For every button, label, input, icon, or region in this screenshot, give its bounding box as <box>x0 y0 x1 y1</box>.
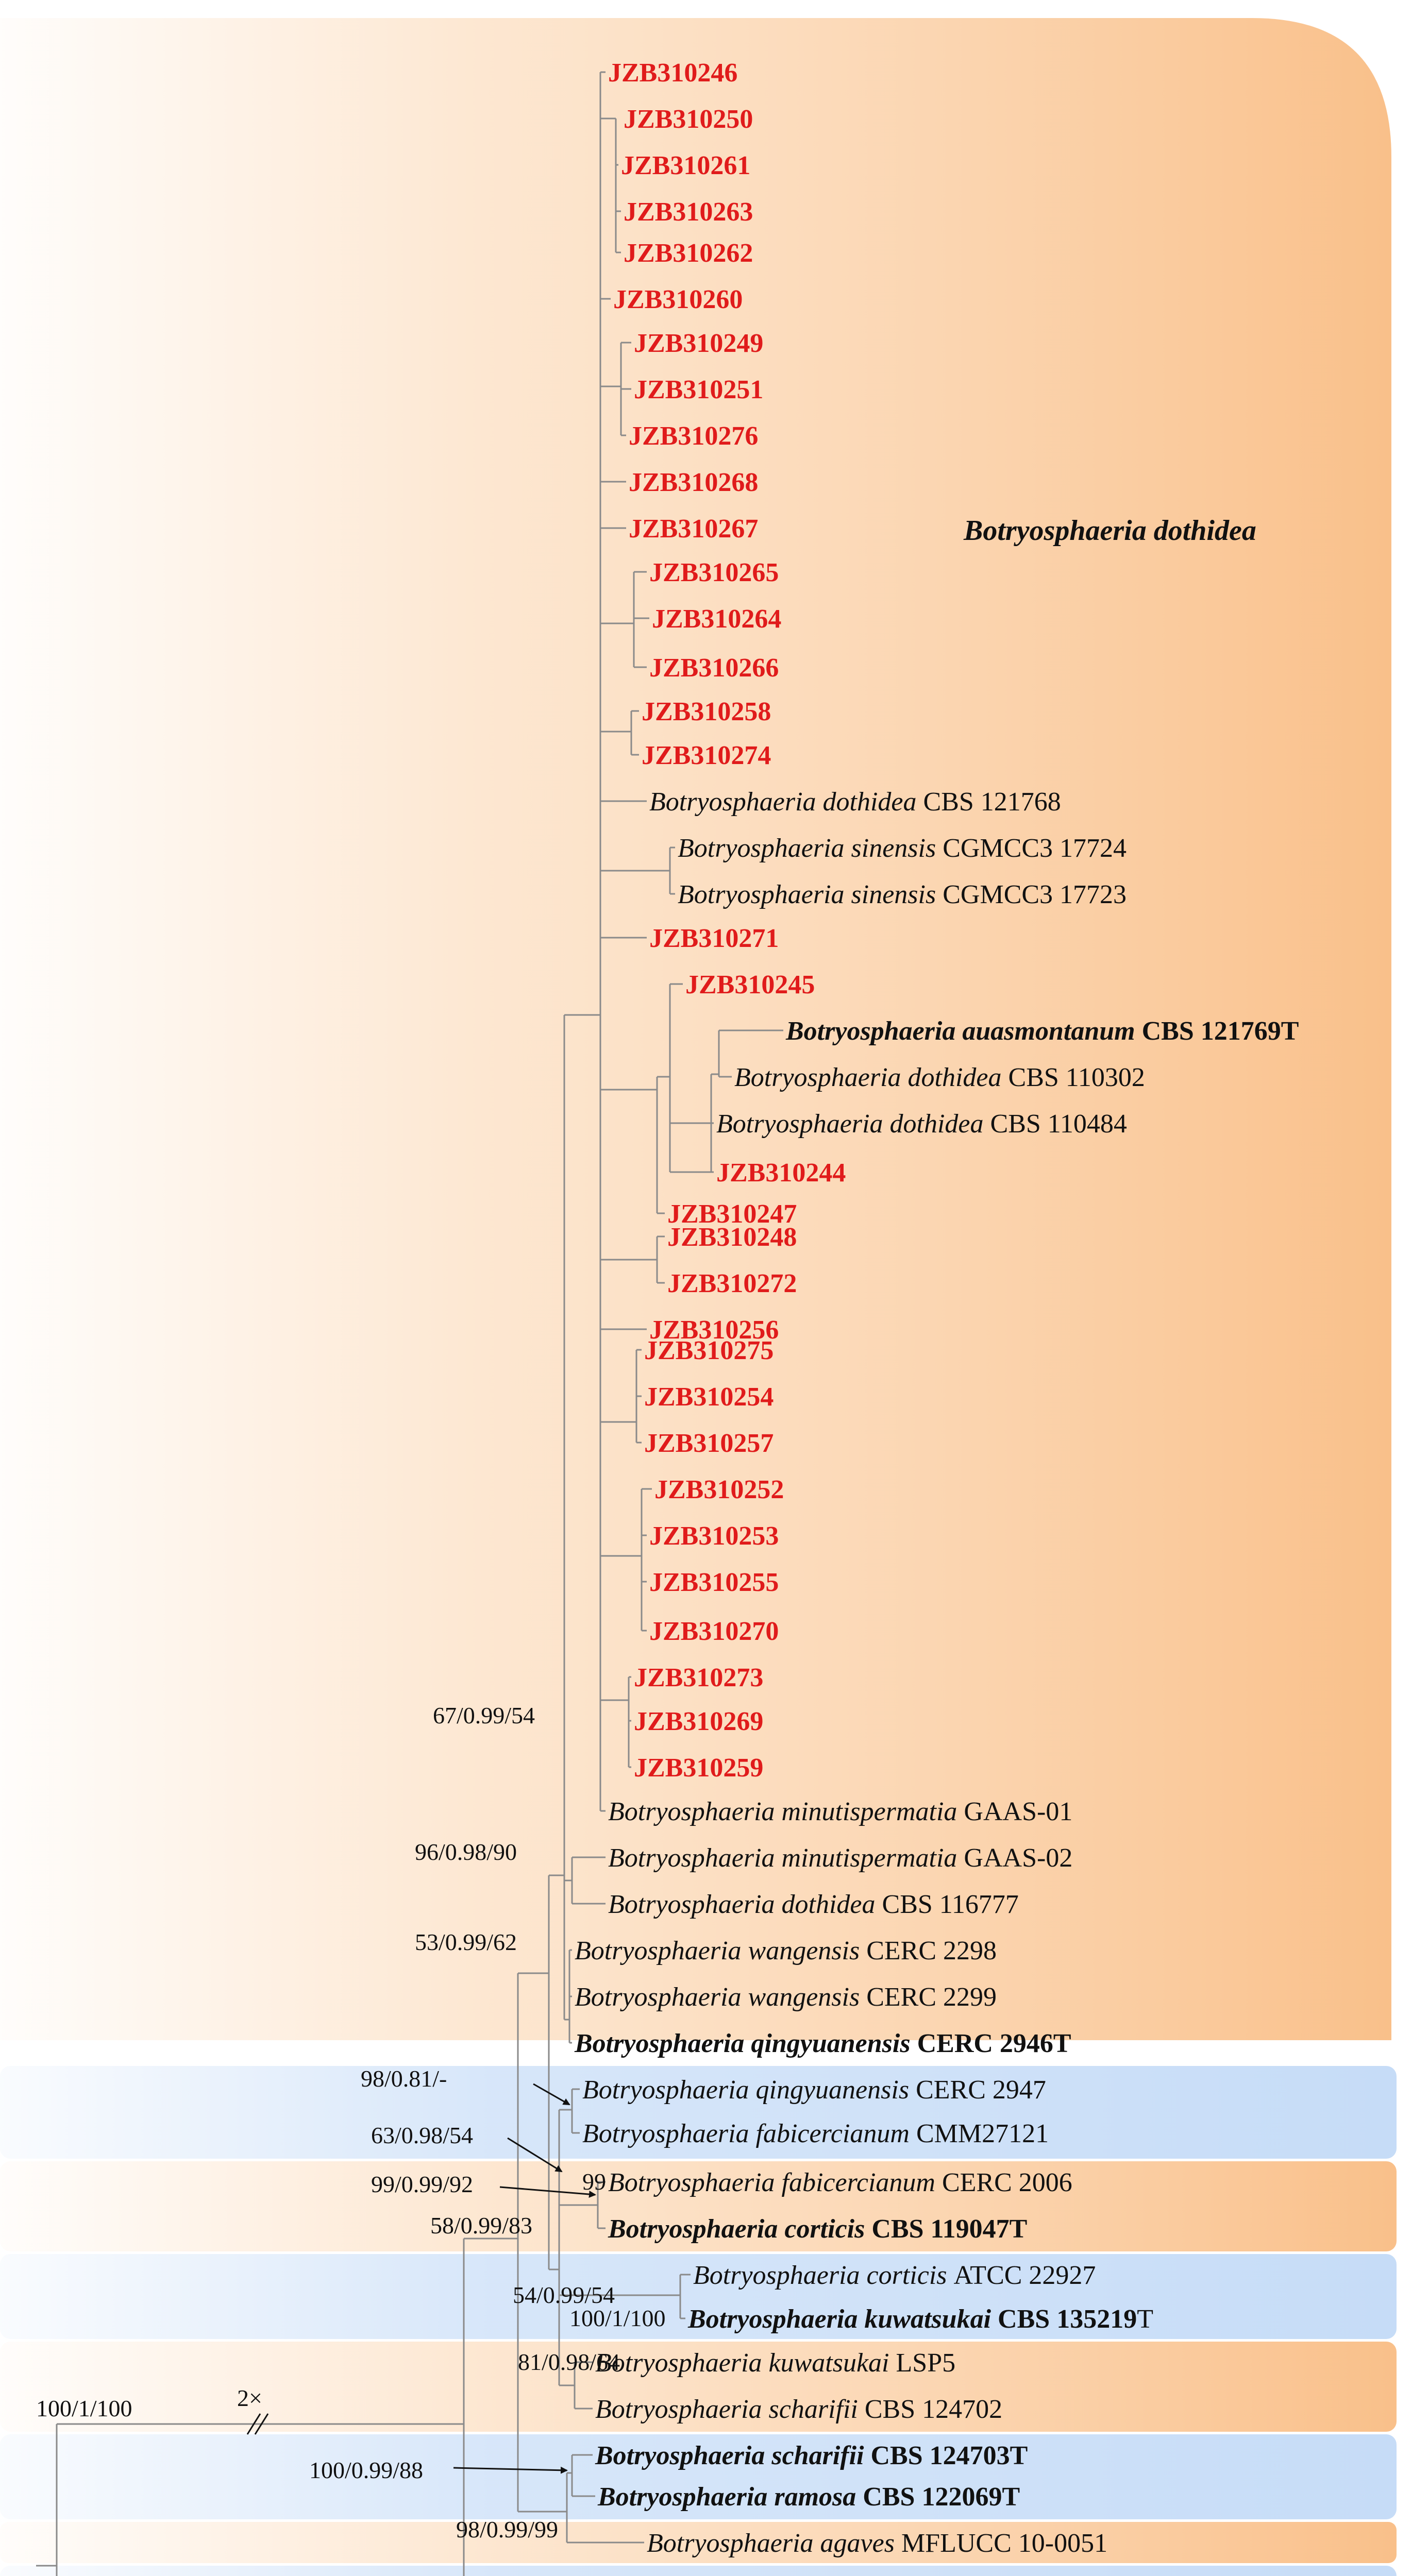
strain-code: JZB310249 <box>634 329 764 358</box>
taxon-label <box>649 924 779 953</box>
taxon-label <box>624 197 753 227</box>
support-value: 81/0.98/64 <box>518 2349 620 2375</box>
strain-code: CGMCC3 17724 <box>943 834 1127 863</box>
taxon-label <box>785 1016 1299 1046</box>
clade-label: Botryosphaeria dothidea <box>964 515 1256 547</box>
taxon-label <box>649 1617 779 1646</box>
support-value: 67/0.99/54 <box>433 1702 535 1728</box>
taxon-label <box>685 970 815 999</box>
strain-code: JZB310272 <box>667 1269 797 1298</box>
taxon-label <box>634 1753 763 1783</box>
taxon-label <box>647 2529 1107 2558</box>
species-name: Botryosphaeria wangensis <box>575 1936 867 1965</box>
strain-code: CERC 2299 <box>866 1982 997 2012</box>
strain-code: CBS 124703T <box>870 2441 1028 2470</box>
taxon-label <box>608 2168 1072 2197</box>
strain-code: JZB310267 <box>629 514 759 544</box>
strain-code: JZB310248 <box>667 1223 797 1252</box>
taxon-label <box>582 2075 1046 2105</box>
species-name: Botryosphaeria kuwatsukai <box>688 2304 998 2334</box>
strain-code: CBS 121768 <box>923 787 1061 817</box>
strain-code: JZB310275 <box>644 1336 774 1365</box>
species-name: Botryosphaeria sinensis <box>678 834 943 863</box>
taxon-label <box>716 1158 846 1188</box>
species-name: Botryosphaeria fabicercianum <box>608 2168 942 2197</box>
strain-code: JZB310262 <box>624 239 753 268</box>
taxon-label <box>649 1521 779 1551</box>
species-name: Botryosphaeria dothidea <box>608 1890 882 1919</box>
taxon-label <box>634 1707 763 1736</box>
taxon-label <box>644 1429 774 1458</box>
taxon-label <box>642 697 771 726</box>
taxon-label <box>613 285 743 314</box>
taxon-label <box>629 514 758 544</box>
taxon-label <box>621 151 750 180</box>
type-marker: T <box>1137 2304 1153 2334</box>
taxon-label <box>644 1336 774 1365</box>
strain-code: JZB310250 <box>624 105 753 134</box>
strain-code: JZB310263 <box>624 197 753 227</box>
strain-code: CBS 116777 <box>882 1890 1019 1919</box>
strain-code: CGMCC3 17723 <box>943 880 1127 909</box>
taxon-label <box>582 2119 1049 2148</box>
support-value: 53/0.99/62 <box>415 1929 517 1955</box>
strain-code: JZB310259 <box>634 1753 764 1783</box>
strain-code: CERC 2946T <box>917 2029 1071 2058</box>
taxon-label <box>667 1223 797 1252</box>
taxon-label <box>642 741 771 770</box>
strain-code: JZB310261 <box>621 151 751 180</box>
support-value: 100/1/100 <box>36 2395 132 2421</box>
taxon-label <box>634 329 763 358</box>
taxon-label <box>574 2029 1071 2058</box>
species-name: Botryosphaeria minutispermatia <box>608 1797 964 1826</box>
species-name: Botryosphaeria dothidea <box>716 1109 990 1139</box>
species-name: Botryosphaeria minutispermatia <box>608 1843 964 1873</box>
strain-code: CMM27121 <box>916 2119 1049 2148</box>
taxon-label <box>652 604 781 634</box>
taxon-label <box>608 2214 1027 2244</box>
species-name: Botryosphaeria fabicercianum <box>582 2119 916 2148</box>
taxon-label <box>608 58 737 88</box>
taxon-label <box>678 834 1127 863</box>
species-name: Botryosphaeria scharifii <box>595 2441 871 2470</box>
strain-code: JZB310252 <box>654 1475 784 1504</box>
taxon-label <box>624 105 753 134</box>
strain-code: CBS 119047T <box>871 2214 1028 2244</box>
strain-code: JZB310258 <box>642 697 771 726</box>
taxon-label <box>654 1475 784 1504</box>
strain-code: CERC 2298 <box>866 1936 997 1965</box>
strain-code: JZB310254 <box>644 1382 774 1412</box>
strain-code: CERC 2947 <box>916 2075 1046 2105</box>
strain-code: CERC 2006 <box>942 2168 1072 2197</box>
support-value: 98/0.99/99 <box>456 2516 559 2543</box>
strain-code: JZB310251 <box>634 375 764 404</box>
strain-code: JZB310244 <box>716 1158 846 1188</box>
strain-code: JZB310274 <box>642 741 771 770</box>
taxon-label <box>608 1890 1019 1919</box>
taxon-label <box>667 1269 797 1298</box>
taxon-label <box>608 1843 1072 1873</box>
strain-code: JZB310253 <box>649 1521 779 1551</box>
taxon-label <box>595 2348 955 2378</box>
species-name: Botryosphaeria dothidea <box>649 787 923 817</box>
taxon-label <box>629 421 758 451</box>
strain-code: MFLUCC 10-0051 <box>901 2529 1108 2558</box>
support-value: 100/1/100 <box>569 2305 666 2331</box>
taxon-label <box>649 1568 779 1597</box>
strain-code: JZB310268 <box>629 468 759 497</box>
species-name: Botryosphaeria corticis <box>693 2261 954 2290</box>
species-name: Botryosphaeria qingyuanensis <box>582 2075 916 2105</box>
strain-code: CBS 110302 <box>1008 1063 1145 1092</box>
support-value: 99 <box>582 2168 606 2195</box>
taxon-label <box>624 239 753 268</box>
support-value: 98/0.81/- <box>361 2065 447 2092</box>
strain-code: CBS 122069T <box>863 2482 1020 2512</box>
strain-code: LSP5 <box>896 2348 956 2378</box>
species-name: Botryosphaeria sinensis <box>678 880 943 909</box>
strain-code: JZB310271 <box>649 924 779 953</box>
strain-code: ATCC 22927 <box>953 2261 1096 2290</box>
strain-code: JZB310273 <box>634 1663 764 1692</box>
species-name: Botryosphaeria wangensis <box>575 1982 867 2012</box>
strain-code: JZB310266 <box>649 653 779 683</box>
strain-code: JZB310260 <box>613 285 743 314</box>
strain-code: CBS 124702 <box>864 2395 1003 2424</box>
taxon-label <box>687 2304 1153 2334</box>
strain-code: JZB310270 <box>649 1617 779 1646</box>
taxon-label <box>575 1936 997 1965</box>
strain-code: CBS 110484 <box>990 1109 1127 1139</box>
species-name: Botryosphaeria auasmontanum <box>786 1016 1142 1046</box>
taxon-label <box>608 1797 1072 1826</box>
taxon-label <box>649 787 1061 817</box>
support-value: 99/0.99/92 <box>371 2171 474 2197</box>
strain-code: JZB310265 <box>649 558 779 587</box>
support-value: 54/0.99/54 <box>513 2282 615 2308</box>
species-name: Botryosphaeria qingyuanensis <box>575 2029 917 2058</box>
support-value: 63/0.98/54 <box>371 2122 474 2148</box>
taxon-label <box>734 1063 1145 1092</box>
taxon-label <box>649 558 779 587</box>
species-name: Botryosphaeria dothidea <box>734 1063 1008 1092</box>
species-name: Botryosphaeria agaves <box>647 2529 901 2558</box>
strain-code: JZB310255 <box>649 1568 779 1597</box>
taxon-label <box>678 880 1127 909</box>
taxon-label <box>629 468 758 497</box>
taxon-label <box>693 2261 1096 2290</box>
species-name: Botryosphaeria scharifii <box>595 2395 865 2424</box>
taxon-label <box>649 653 779 683</box>
strain-code: JZB310246 <box>608 58 738 88</box>
taxon-label <box>634 375 763 404</box>
strain-code: JZB310256 <box>649 1315 779 1345</box>
support-value: 96/0.98/90 <box>415 1839 517 1865</box>
taxon-label <box>716 1109 1127 1139</box>
taxon-label <box>634 1663 763 1692</box>
species-name: Botryosphaeria kuwatsukai <box>595 2348 896 2378</box>
strain-code: GAAS-02 <box>964 1843 1073 1873</box>
strain-code: GAAS-01 <box>964 1797 1073 1826</box>
support-value: 100/0.99/88 <box>309 2457 424 2483</box>
strain-code: JZB310257 <box>644 1429 774 1458</box>
band-agaves <box>0 2566 1397 2576</box>
species-name: Botryosphaeria ramosa <box>598 2482 863 2512</box>
strain-code: JZB310269 <box>634 1707 764 1736</box>
strain-code: JZB310247 <box>667 1199 797 1229</box>
break-label-1: 2× <box>237 2385 262 2411</box>
strain-code: CBS 135219 <box>998 2304 1137 2334</box>
taxon-label <box>595 2441 1028 2470</box>
taxon-label <box>597 2482 1020 2512</box>
taxon-label <box>575 1982 997 2012</box>
strain-code: JZB310245 <box>685 970 815 999</box>
taxon-label <box>595 2395 1002 2424</box>
species-name: Botryosphaeria corticis <box>608 2214 872 2244</box>
strain-code: CBS 121769T <box>1141 1016 1299 1046</box>
strain-code: JZB310276 <box>629 421 759 451</box>
taxon-label <box>644 1382 774 1412</box>
strain-code: JZB310264 <box>652 604 782 634</box>
support-value: 58/0.99/83 <box>430 2212 533 2239</box>
